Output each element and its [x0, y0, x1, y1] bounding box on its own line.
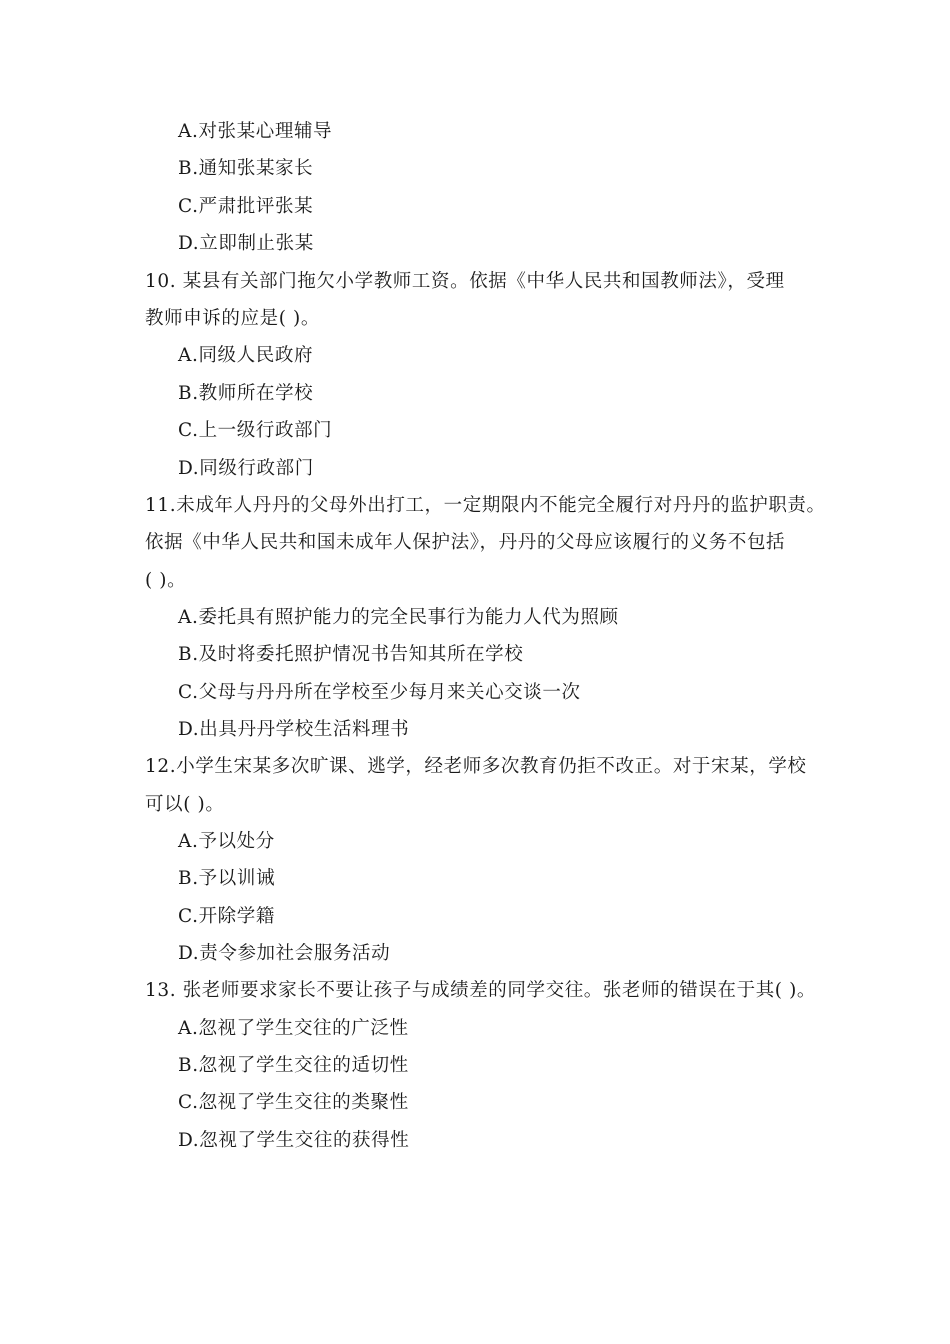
q9-option-b: B.通知张某家长: [178, 158, 314, 179]
q10-stem-line-2: 教师申诉的应是( )。: [145, 308, 320, 329]
q12-option-b: B.予以训诫: [178, 868, 276, 889]
q12-stem-line-2: 可以( )。: [145, 794, 225, 815]
q13-option-a: A.忽视了学生交往的广泛性: [178, 1018, 409, 1039]
q11-option-a: A.委托具有照护能力的完全民事行为能力人代为照顾: [178, 607, 619, 628]
q10-option-c: C.上一级行政部门: [178, 420, 333, 441]
q13-option-c: C.忽视了学生交往的类聚性: [178, 1092, 409, 1113]
q13-option-d: D.忽视了学生交往的获得性: [178, 1130, 410, 1151]
q9-option-d: D.立即制止张某: [178, 233, 314, 254]
q12-option-d: D.责令参加社会服务活动: [178, 943, 391, 964]
q11-option-c: C.父母与丹丹所在学校至少每月来关心交谈一次: [178, 682, 581, 703]
q10-option-a: A.同级人民政府: [178, 345, 314, 366]
q12-option-c: C.开除学籍: [178, 906, 275, 927]
q11-option-d: D.出具丹丹学校生活料理书: [178, 719, 410, 740]
q10-option-b: B.教师所在学校: [178, 383, 314, 404]
q9-option-a: A.对张某心理辅导: [178, 121, 333, 142]
q11-stem-line-2: 依据《中华人民共和国未成年人保护法》，丹丹的父母应该履行的义务不包括: [145, 532, 786, 553]
q11-stem-line-1: 11.未成年人丹丹的父母外出打工，一定期限内不能完全履行对丹丹的监护职责。: [145, 495, 826, 516]
q11-option-b: B.及时将委托照护情况书告知其所在学校: [178, 644, 524, 665]
q12-stem-line-1: 12.小学生宋某多次旷课、逃学，经老师多次教育仍拒不改正。对于宋某，学校: [145, 756, 807, 777]
q12-option-a: A.予以处分: [178, 831, 275, 852]
q10-stem-line-1: 10. 某县有关部门拖欠小学教师工资。依据《中华人民共和国教师法》，受理: [145, 271, 785, 292]
q9-option-c: C.严肃批评张某: [178, 196, 314, 217]
q10-option-d: D.同级行政部门: [178, 458, 314, 479]
q11-stem-line-3: ( )。: [145, 570, 187, 591]
q13-stem-line-1: 13. 张老师要求家长不要让孩子与成绩差的同学交往。张老师的错误在于其( )。: [145, 980, 817, 1001]
q13-option-b: B.忽视了学生交往的适切性: [178, 1055, 409, 1076]
